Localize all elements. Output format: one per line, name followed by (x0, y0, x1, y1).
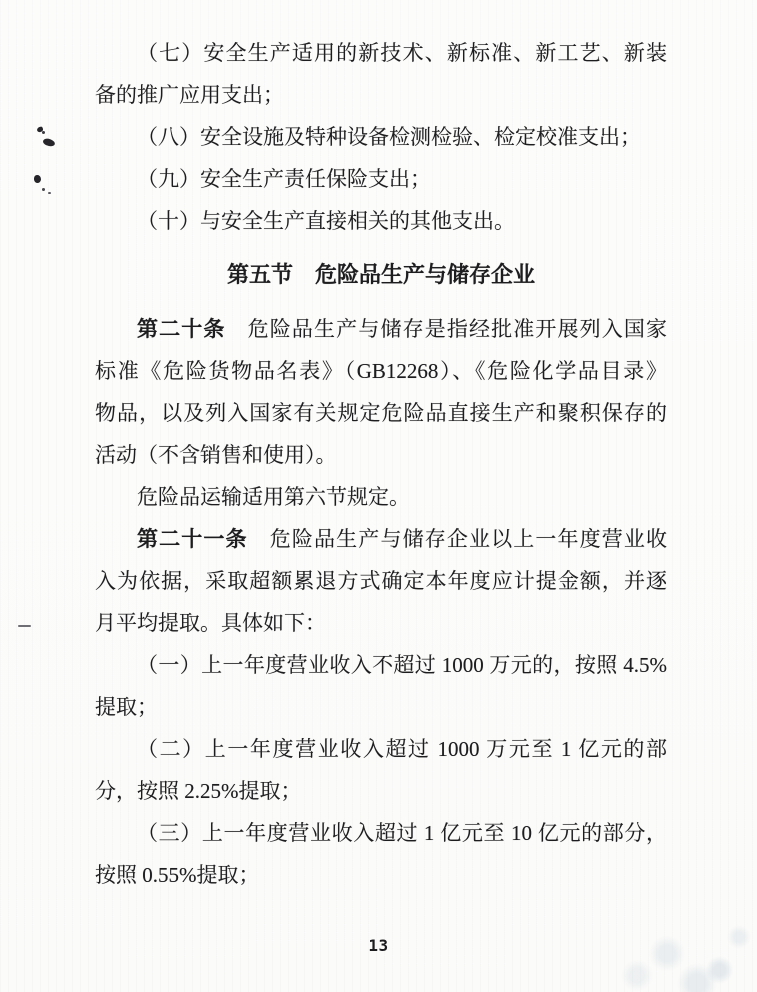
text-segment: 活动（不含销售和使用）。 (95, 443, 337, 467)
text-segment: 分，按照 2.25%提取； (95, 779, 302, 803)
text-segment: （八）安全设施及特种设备检测检验、检定校准支出； (137, 125, 641, 149)
text-segment: （七）安全生产适用的新技术、新标准、新工艺、新装 (137, 41, 667, 65)
text-segment: 入为依据，采取超额累退方式确定本年度应计提金额，并逐 (95, 569, 667, 593)
item-8-line (95, 116, 667, 158)
ink-speck (42, 188, 45, 191)
bold-text-segment: 第二十一条 (137, 527, 248, 551)
text-segment: 月平均提取。具体如下： (95, 611, 326, 635)
section-5-heading (95, 254, 667, 296)
text-segment: 按照 0.55%提取； (95, 863, 260, 887)
page-number: 13 (368, 936, 389, 955)
text-segment: 危险品生产与储存是指经批准开展列入国家 (225, 317, 668, 341)
text-segment: 备的推广应用支出； (95, 83, 284, 107)
ink-smudge (42, 131, 45, 134)
bold-text-segment: 第五节 危险品生产与储存企业 (226, 262, 535, 287)
bold-text-segment: 第二十条 (137, 317, 226, 341)
text-segment: （一）上一年度营业收入不超过 1000 万元的，按照 4.5% (137, 653, 667, 677)
ink-smudge (34, 175, 41, 183)
article-20-para-2 (95, 476, 667, 518)
tier-1-line-1 (95, 644, 667, 686)
article-21-line-2 (95, 560, 667, 602)
text-segment: （三）上一年度营业收入超过 1 亿元至 10 亿元的部分， (137, 821, 667, 845)
ink-speck (48, 192, 51, 194)
article-21-line-1 (95, 518, 667, 560)
tier-3-line-2 (95, 854, 667, 896)
item-7-line-1 (95, 32, 667, 74)
text-segment: 危险品运输适用第六节规定。 (137, 485, 410, 509)
article-20-line-2 (95, 350, 667, 392)
text-segment: 标准《危险货物品名表》（GB12268）、《危险化学品目录》 (95, 359, 667, 383)
tier-2-line-2 (95, 770, 667, 812)
item-9-line (95, 158, 667, 200)
article-21-line-3 (95, 602, 667, 644)
document-body (95, 32, 667, 896)
margin-dash-mark (18, 625, 31, 627)
text-segment: （二）上一年度营业收入超过 1000 万元至 1 亿元的部 (137, 737, 667, 761)
tier-2-line-1 (95, 728, 667, 770)
article-20-line-1 (95, 308, 667, 350)
article-20-line-3 (95, 392, 667, 434)
tier-3-line-1 (95, 812, 667, 854)
item-7-line-2 (95, 74, 667, 116)
article-20-line-4 (95, 434, 667, 476)
text-segment: （十）与安全生产直接相关的其他支出。 (137, 209, 515, 233)
item-10-line (95, 200, 667, 242)
text-segment: （九）安全生产责任保险支出； (137, 167, 431, 191)
ink-smudge (42, 137, 56, 148)
text-segment: 物品，以及列入国家有关规定危险品直接生产和聚积保存的 (95, 401, 667, 425)
tier-1-line-2 (95, 686, 667, 728)
text-segment: 危险品生产与储存企业以上一年度营业收 (247, 527, 668, 551)
text-segment: 提取； (95, 695, 158, 719)
scan-noise (607, 882, 757, 992)
